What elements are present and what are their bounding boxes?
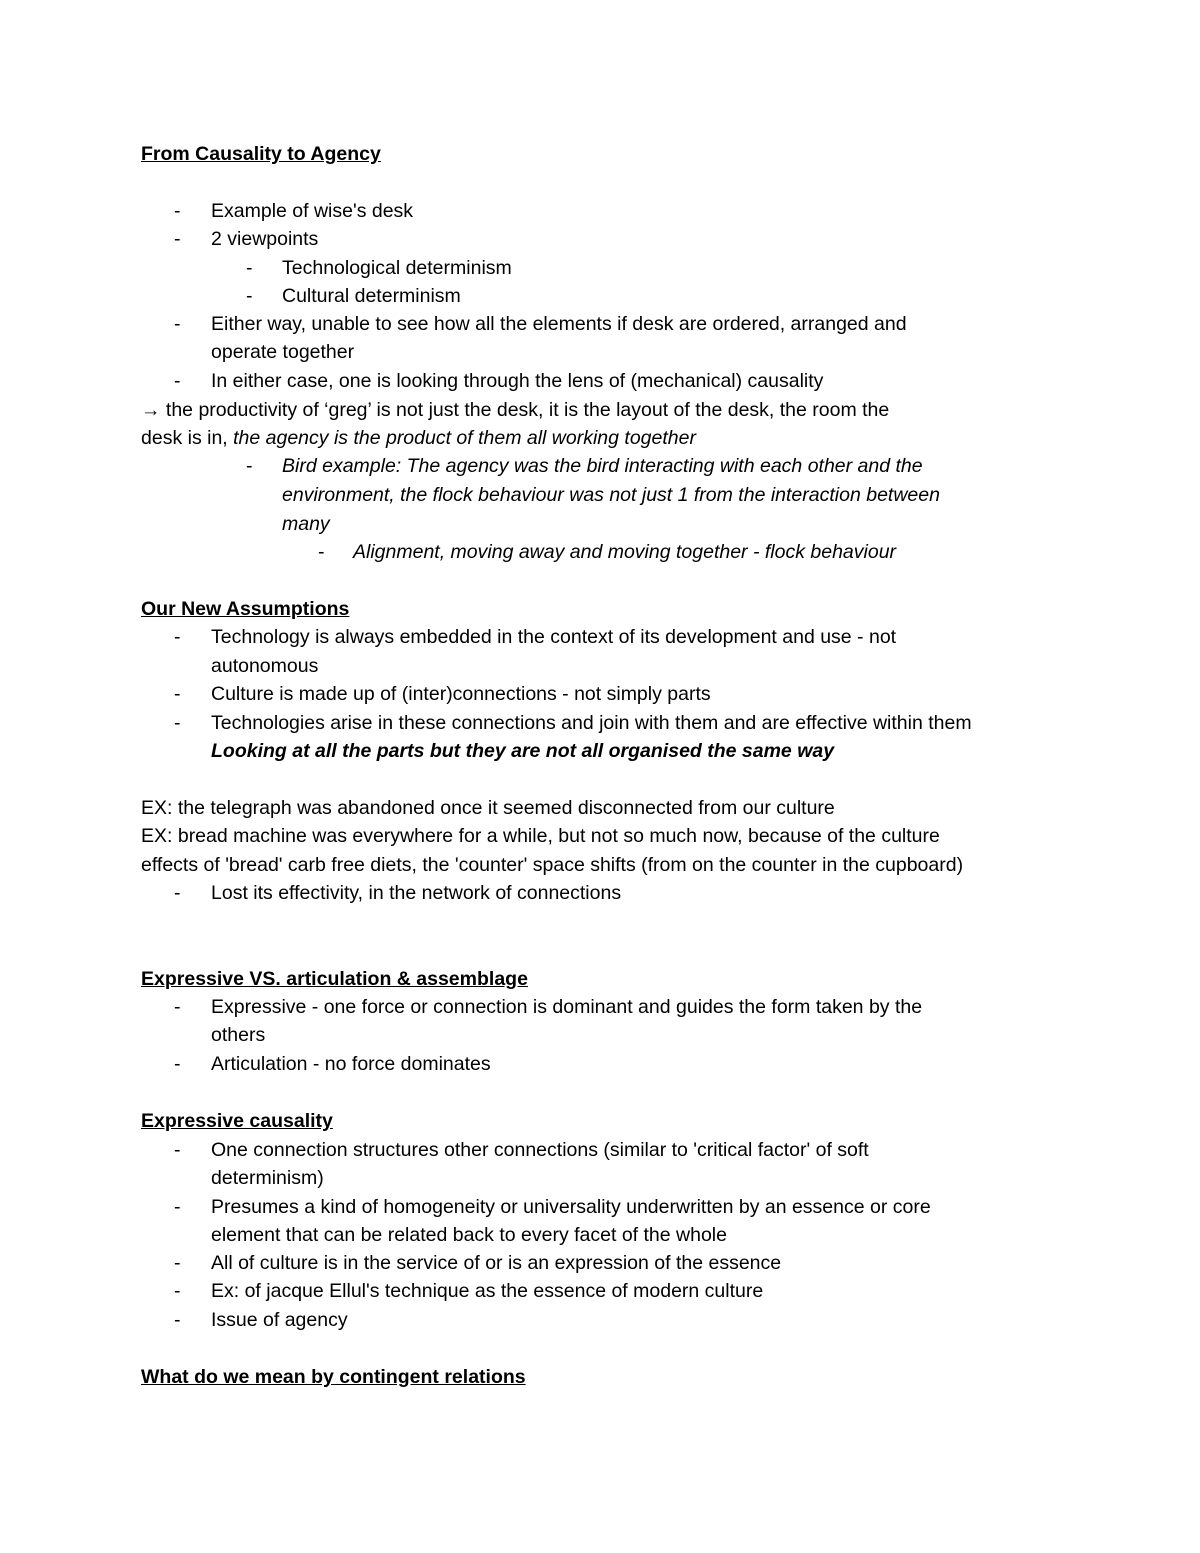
list-item-text: Either way, unable to see how all the elements if desk are ordered, arranged and xyxy=(211,313,907,335)
bullet-dash: - xyxy=(246,285,253,307)
example-line: EX: the telegraph was abandoned once it seemed disconnected from our culture xyxy=(141,797,835,819)
bullet-dash: - xyxy=(174,313,181,335)
paragraph-italic-text: the agency is the product of them all working together xyxy=(233,427,696,449)
list-item-text: Articulation - no force dominates xyxy=(211,1053,491,1075)
paragraph-text: desk is in, xyxy=(141,427,228,449)
list-item-text: Bird example: The agency was the bird interacting with each other and the xyxy=(282,455,923,477)
bullet-dash: - xyxy=(174,1053,181,1075)
list-item-text: Lost its effectivity, in the network of connections xyxy=(211,882,622,904)
list-item-text-continued: autonomous xyxy=(211,655,319,677)
list-item-text-continued: many xyxy=(282,513,330,535)
list-item-text: All of culture is in the service of or is an expression of the essence xyxy=(211,1252,782,1274)
list-item-text: Culture is made up of (inter)connections - not simply parts xyxy=(211,683,711,705)
list-item-text-continued: determinism) xyxy=(211,1167,324,1189)
bullet-dash: - xyxy=(174,683,181,705)
list-item-text: Example of wise's desk xyxy=(211,200,414,222)
list-item-text: Technologies arise in these connections and join with them and are effective within them xyxy=(211,712,972,734)
bullet-dash: - xyxy=(174,1309,181,1331)
bullet-dash: - xyxy=(174,228,181,250)
bullet-dash: - xyxy=(174,882,181,904)
list-item-text-continued: element that can be related back to every facet of the whole xyxy=(211,1224,727,1246)
heading-new-assumptions: Our New Assumptions xyxy=(141,598,350,620)
bullet-dash: - xyxy=(318,541,325,563)
bullet-dash: - xyxy=(246,257,253,279)
bullet-dash: - xyxy=(174,1280,181,1302)
emphasis-line: Looking at all the parts but they are not all organised the same way xyxy=(211,740,835,762)
bullet-dash: - xyxy=(174,996,181,1018)
bullet-dash: - xyxy=(174,1196,181,1218)
list-item-text: In either case, one is looking through the lens of (mechanical) causality xyxy=(211,370,824,392)
example-line: EX: bread machine was everywhere for a while, but not so much now, because of the culture xyxy=(141,825,940,847)
bullet-dash: - xyxy=(246,455,253,477)
list-item-text: Technological determinism xyxy=(282,257,512,279)
bullet-dash: - xyxy=(174,1139,181,1161)
arrow-paragraph-line: → the productivity of ‘greg’ is not just the desk, it is the layout of the desk, the room the xyxy=(141,399,890,421)
heading-contingent-relations: What do we mean by contingent relations xyxy=(141,1366,526,1388)
list-item-text: Ex: of jacque Ellul's technique as the essence of modern culture xyxy=(211,1280,764,1302)
heading-expressive-causality: Expressive causality xyxy=(141,1110,333,1132)
list-item-text-continued: environment, the flock behaviour was not just 1 from the interaction between xyxy=(282,484,940,506)
bullet-dash: - xyxy=(174,370,181,392)
list-item-text: Cultural determinism xyxy=(282,285,461,307)
list-item-text: Presumes a kind of homogeneity or universality underwritten by an essence or core xyxy=(211,1196,931,1218)
list-item-text: One connection structures other connections (similar to 'critical factor' of soft xyxy=(211,1139,869,1161)
bullet-dash: - xyxy=(174,712,181,734)
example-line: effects of 'bread' carb free diets, the 'counter' space shifts (from on the counter in the cupboard) xyxy=(141,854,964,876)
list-item-text: 2 viewpoints xyxy=(211,228,319,250)
list-item-text: Expressive - one force or connection is dominant and guides the form taken by the xyxy=(211,996,923,1018)
bullet-dash: - xyxy=(174,626,181,648)
list-item-text-continued: operate together xyxy=(211,341,355,363)
list-item-text-continued: others xyxy=(211,1024,266,1046)
heading-causality-to-agency: From Causality to Agency xyxy=(141,143,381,165)
list-item-text: Technology is always embedded in the context of its development and use - not xyxy=(211,626,897,648)
list-item-text: Issue of agency xyxy=(211,1309,348,1331)
arrow-paragraph-line xyxy=(141,424,696,452)
bullet-dash: - xyxy=(174,200,181,222)
list-item-text: Alignment, moving away and moving together - flock behaviour xyxy=(353,541,897,563)
bullet-dash: - xyxy=(174,1252,181,1274)
heading-expressive-vs-articulation: Expressive VS. articulation & assemblage xyxy=(141,968,528,990)
